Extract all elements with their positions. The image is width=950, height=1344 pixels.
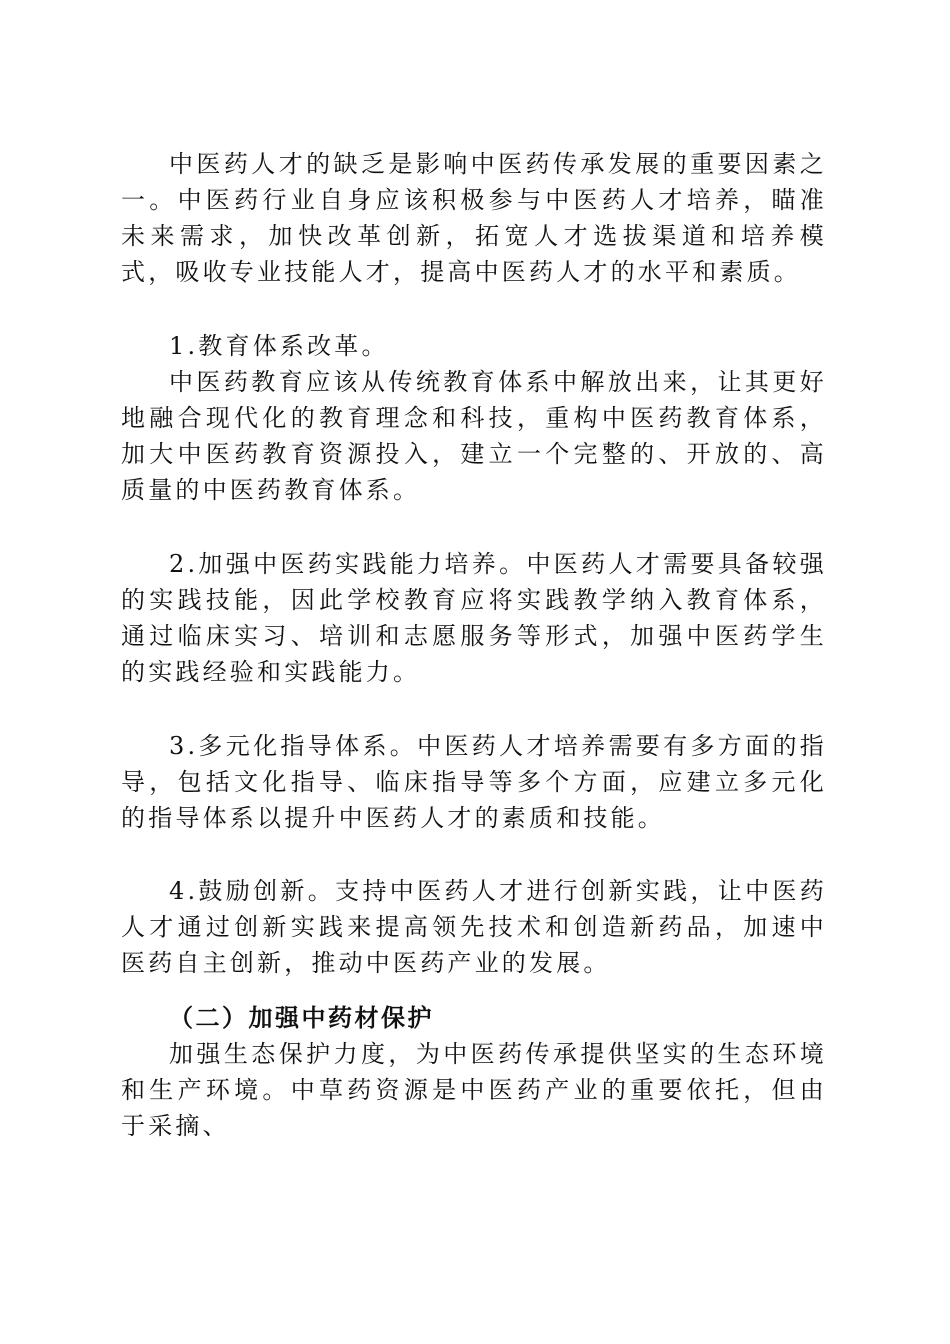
paragraph-guidance-system: 3.多元化指导体系。中医药人才培养需要有多方面的指导，包括文化指导、临床指导等多个方面，应建立多元化的指导体系以提升中医药人才的素质和技能。 xyxy=(121,732,827,832)
paragraph-intro: 中医药人才的缺乏是影响中医药传承发展的重要因素之一。中医药行业自身应该积极参与中医药人才培养，瞄准未来需求，加快改革创新，拓宽人才选拔渠道和培养模式，吸收专业技能人才，提高中医药人才的水平和素质。 xyxy=(121,150,827,286)
section-heading: （二）加强中药材保护 xyxy=(169,1003,434,1032)
paragraph-practice-ability: 2.加强中医药实践能力培养。中医药人才需要具备较强的实践技能，因此学校教育应将实践教学纳入教育体系，通过临床实习、培训和志愿服务等形式，加强中医药学生的实践经验和实践能力。 xyxy=(121,550,827,686)
item-education-reform-title: 1.教育体系改革。 xyxy=(169,332,389,360)
paragraph-education-reform: 中医药教育应该从传统教育体系中解放出来，让其更好地融合现代化的教育理念和科技，重构中医药教育体系，加大中医药教育资源投入，建立一个完整的、开放的、高质量的中医药教育体系。 xyxy=(121,368,827,504)
paragraph-herb-protection: 加强生态保护力度，为中医药传承提供坚实的生态环境和生产环境。中草药资源是中医药产业的重要依托，但由于采摘、 xyxy=(121,1040,827,1140)
paragraph-innovation: 4.鼓励创新。支持中医药人才进行创新实践，让中医药人才通过创新实践来提高领先技术和创造新药品，加速中医药自主创新，推动中医药产业的发展。 xyxy=(121,877,827,977)
